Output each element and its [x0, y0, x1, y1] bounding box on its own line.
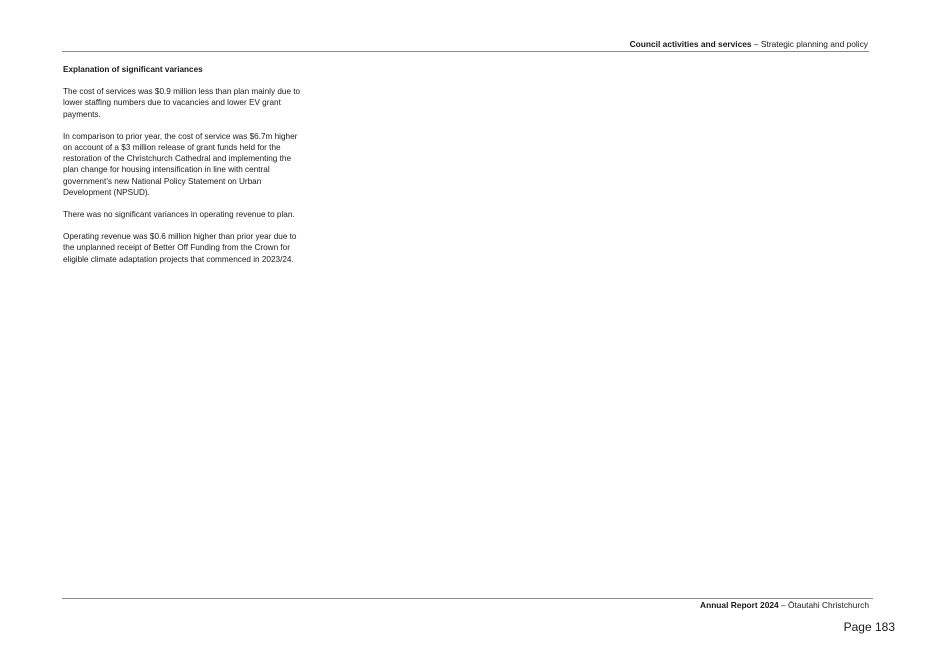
paragraph-cost-vs-plan: The cost of services was $0.9 million less than plan mainly due to lower staffing numbers due to vacancies and lower EV grant payments.: [63, 87, 301, 119]
footer-place: Ōtautahi Christchurch: [788, 600, 869, 610]
header-separator: –: [751, 39, 761, 49]
running-header: [630, 39, 868, 49]
page-number: Page 183: [843, 620, 895, 634]
paragraph-cost-vs-prior-year: In comparison to prior year, the cost of service was $6.7m higher on account of a $3 million release of grant funds held for the restoration of the Christchurch Cathedral and implementing the plan change for housing intensification in line with central government’s new National Policy Statement on Urban Development (NPSUD).: [63, 131, 298, 197]
footer-separator: –: [778, 600, 788, 610]
section-heading: Explanation of significant variances: [63, 65, 203, 74]
footer-report-title: Annual Report 2024: [700, 600, 779, 610]
paragraph-revenue-vs-prior-year: Operating revenue was $0.6 million higher than prior year due to the unplanned receipt of Better Off Funding from the Crown for eligible climate adaptation projects that commenced in 2023/24.: [63, 232, 297, 264]
paragraph-revenue-vs-plan: There was no significant variances in operating revenue to plan.: [63, 210, 295, 220]
header-divider: [62, 51, 869, 52]
header-subsection: Strategic planning and policy: [760, 39, 868, 49]
main-content: [63, 64, 308, 276]
running-footer: [700, 600, 869, 610]
footer-divider: [62, 598, 873, 599]
header-section: Council activities and services: [629, 39, 752, 49]
